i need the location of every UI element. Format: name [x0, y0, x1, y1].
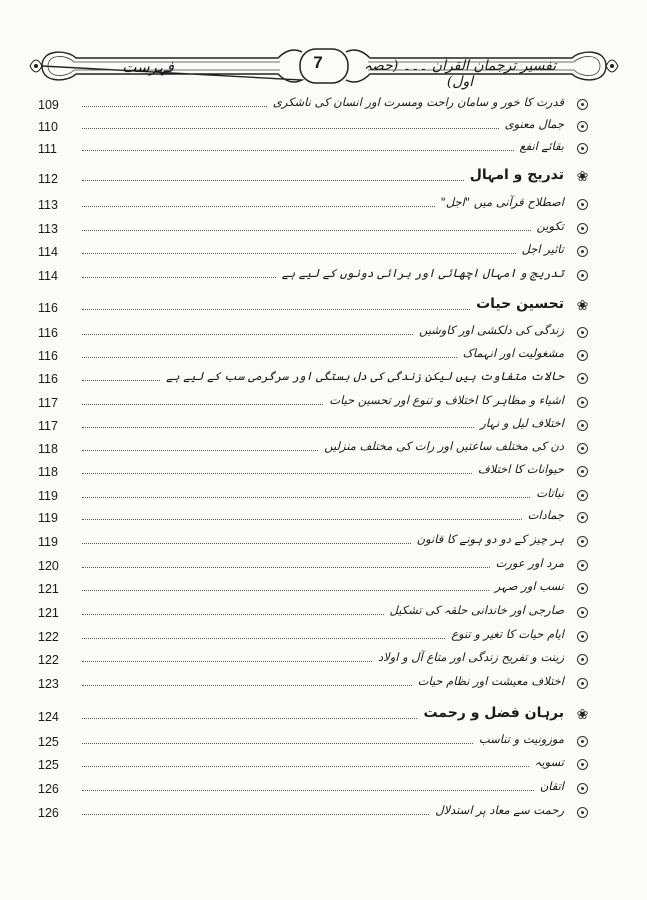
dot-leader — [82, 180, 464, 181]
toc-row[interactable] — [38, 802, 598, 826]
toc-row[interactable] — [38, 673, 598, 697]
toc-entry-title: قدرت کا خور و سامان راحت ومسرت اور انسان کی ناشکری — [272, 95, 564, 109]
flower-bullet-icon: ❀ — [576, 169, 589, 185]
toc-row[interactable] — [38, 392, 598, 416]
toc-page-number: 116 — [38, 349, 58, 363]
circle-bullet-icon — [577, 443, 588, 454]
dot-leader — [82, 543, 411, 544]
toc-row[interactable] — [38, 415, 598, 439]
toc-entry-title: نباتات — [536, 486, 564, 500]
dot-leader — [82, 357, 457, 358]
toc-entry-title: زندگی کی دلکشی اور کاوشیں — [418, 323, 564, 337]
toc-page-number: 119 — [38, 535, 58, 549]
toc-page-number: 122 — [38, 653, 59, 667]
circle-bullet-icon — [577, 536, 588, 547]
dot-leader — [82, 473, 472, 474]
dot-leader — [82, 590, 489, 591]
toc-entry-title: تسویہ — [534, 755, 564, 769]
toc-page-number: 114 — [38, 245, 58, 259]
flower-bullet-icon: ❀ — [576, 707, 589, 723]
circle-bullet-icon — [577, 512, 588, 523]
toc-row[interactable] — [38, 94, 598, 118]
dot-leader — [82, 790, 534, 791]
toc-entry-title: رحمت سے معاد پر استدلال — [435, 803, 564, 817]
dot-leader — [82, 106, 267, 107]
page-header — [28, 44, 620, 88]
circle-bullet-icon — [577, 631, 588, 642]
toc-row[interactable] — [38, 218, 598, 242]
circle-bullet-icon — [577, 223, 588, 234]
page-number: 7 — [313, 53, 323, 72]
toc-entry-title: مشغولیت اور انہماک — [462, 346, 564, 360]
toc-row[interactable] — [38, 438, 598, 462]
toc-page-number: 116 — [38, 301, 58, 315]
toc-entry-title: صارجی اور خاندانی حلقہ کی تشکیل — [389, 603, 564, 617]
circle-bullet-icon — [577, 654, 588, 665]
toc-entry-title: نسب اور صہر — [494, 579, 564, 593]
toc-page-number: 121 — [38, 606, 59, 620]
toc-row[interactable] — [38, 368, 598, 392]
toc-heading-row[interactable] — [38, 297, 598, 321]
toc-entry-title: اختلاف معیشت اور نظام حیات — [417, 674, 564, 688]
dot-leader — [82, 309, 470, 310]
circle-bullet-icon — [577, 678, 588, 689]
toc-entry-title: زینت و تفریح زندگی اور متاع آل و اولاد — [378, 650, 564, 664]
toc-row[interactable] — [38, 116, 598, 140]
toc-entry-title: تدریج و امہال — [469, 167, 564, 183]
toc-page-number: 119 — [38, 511, 58, 525]
circle-bullet-icon — [577, 736, 588, 747]
toc-page-number: 122 — [38, 630, 59, 644]
toc-page-number: 120 — [38, 559, 59, 573]
dot-leader — [82, 253, 516, 254]
toc-heading-row[interactable] — [38, 706, 598, 730]
toc-page-number: 126 — [38, 782, 59, 796]
circle-bullet-icon — [577, 246, 588, 257]
circle-bullet-icon — [577, 466, 588, 477]
dot-leader — [82, 661, 372, 662]
dot-leader — [82, 404, 323, 405]
toc-row[interactable] — [38, 602, 598, 626]
circle-bullet-icon — [577, 270, 588, 281]
toc-page-number: 110 — [38, 120, 58, 134]
toc-entry-title: ہر چیز کے دو دو ہونے کا قانون — [416, 532, 564, 546]
circle-bullet-icon — [577, 327, 588, 338]
dot-leader — [82, 766, 529, 767]
dot-leader — [82, 277, 276, 278]
toc-entry-title: حالات متفاوت ہیں لیکن زندگی کی دل بستگی اور سرگرمی سب کے لیے ہے — [166, 369, 564, 383]
circle-bullet-icon — [577, 143, 588, 154]
circle-bullet-icon — [577, 420, 588, 431]
dot-leader — [82, 519, 522, 520]
toc-page-number: 119 — [38, 489, 58, 503]
circle-bullet-icon — [577, 607, 588, 618]
dot-leader — [82, 685, 412, 686]
circle-bullet-icon — [577, 397, 588, 408]
dot-leader — [82, 334, 413, 335]
circle-bullet-icon — [577, 99, 588, 110]
toc-row[interactable] — [38, 754, 598, 778]
circle-bullet-icon — [577, 807, 588, 818]
circle-bullet-icon — [577, 759, 588, 770]
toc-row[interactable] — [38, 345, 598, 369]
toc-row[interactable] — [38, 649, 598, 673]
circle-bullet-icon — [577, 490, 588, 501]
toc-row[interactable] — [38, 555, 598, 579]
circle-bullet-icon — [577, 583, 588, 594]
toc-entry-title: دن کی مختلف ساعتیں اور رات کی مختلف منزلیں — [324, 439, 564, 453]
toc-entry-title: بقائے انفع — [519, 139, 564, 153]
dot-leader — [82, 380, 160, 381]
book-title: تفسیر ترجمان القرآن ۔۔۔ (حصہ اول) — [363, 58, 557, 90]
toc-page-number: 126 — [38, 806, 59, 820]
toc-entry-title: اتقان — [539, 779, 564, 793]
toc-row[interactable] — [38, 138, 598, 162]
toc-row[interactable] — [38, 265, 598, 289]
toc-entry-title: تاثیر اجل — [521, 242, 564, 256]
circle-bullet-icon — [577, 373, 588, 384]
toc-entry-title: مرد اور عورت — [495, 556, 564, 570]
dot-leader — [82, 567, 490, 568]
toc-page-number: 123 — [38, 677, 59, 691]
toc-entry-title: جمال معنوی — [504, 117, 564, 131]
toc-row[interactable] — [38, 322, 598, 346]
toc-page-number: 111 — [38, 142, 58, 156]
toc-page-number: 124 — [38, 710, 59, 724]
toc-row[interactable] — [38, 578, 598, 602]
toc-page-number: 117 — [38, 419, 58, 433]
toc-entry-title: جمادات — [527, 508, 564, 522]
toc-row[interactable] — [38, 531, 598, 555]
toc-entry-title: اختلاف لیل و نہار — [480, 416, 564, 430]
toc-entry-title: اشیاء و مظاہر کا اختلاف و تنوع اور تحسین حیات — [329, 393, 564, 407]
toc-row[interactable] — [38, 778, 598, 802]
toc-page-number: 118 — [38, 465, 58, 479]
circle-bullet-icon — [577, 783, 588, 794]
dot-leader — [82, 497, 530, 498]
toc-row[interactable] — [38, 731, 598, 755]
toc-row[interactable] — [38, 461, 598, 485]
toc-page-number: 117 — [38, 396, 58, 410]
section-title: فہرست — [122, 58, 174, 76]
toc-entry-title: تکوین — [536, 219, 564, 233]
dot-leader — [82, 814, 429, 815]
toc-page-number: 113 — [38, 198, 58, 212]
toc-row[interactable] — [38, 507, 598, 531]
toc-page-number: 125 — [38, 758, 59, 772]
toc-page-number: 114 — [38, 269, 58, 283]
dot-leader — [82, 614, 384, 615]
toc-page-number: 109 — [38, 98, 59, 112]
toc-entry-title: تحسین حیات — [476, 296, 564, 312]
dot-leader — [82, 743, 473, 744]
toc-page-number: 121 — [38, 582, 59, 596]
dot-leader — [82, 718, 417, 719]
toc-heading-row[interactable] — [38, 168, 598, 192]
dot-leader — [82, 427, 474, 428]
toc-row[interactable] — [38, 485, 598, 509]
toc-row[interactable] — [38, 241, 598, 265]
toc-page-number: 118 — [38, 442, 58, 456]
toc-page-number: 116 — [38, 372, 58, 386]
toc-entry-title: ایام حیات کا تغیر و تنوع — [451, 627, 564, 641]
toc-page-number: 125 — [38, 735, 59, 749]
toc-entry-title: تدریج و امہال اچھائی اور برائی دونوں کے لیے ہے — [281, 266, 564, 280]
dot-leader — [82, 206, 435, 207]
circle-bullet-icon — [577, 199, 588, 210]
dot-leader — [82, 150, 514, 151]
toc-row[interactable] — [38, 194, 598, 218]
dot-leader — [82, 450, 318, 451]
toc-page-number: 113 — [38, 222, 58, 236]
dot-leader — [82, 128, 499, 129]
toc-entry-title: اصطلاح قرآنی میں "اجل" — [440, 195, 564, 209]
circle-bullet-icon — [577, 121, 588, 132]
toc-page-number: 116 — [38, 326, 58, 340]
dot-leader — [82, 638, 445, 639]
toc-entry-title: برہان فضل و رحمت — [423, 705, 564, 721]
toc-page-number: 112 — [38, 172, 58, 186]
dot-leader — [82, 230, 531, 231]
flower-bullet-icon: ❀ — [576, 298, 589, 314]
toc-row[interactable] — [38, 626, 598, 650]
toc-entry-title: حیوانات کا اختلاف — [477, 462, 564, 476]
toc-entry-title: موزونیت و تناسب — [478, 732, 564, 746]
circle-bullet-icon — [577, 560, 588, 571]
circle-bullet-icon — [577, 350, 588, 361]
